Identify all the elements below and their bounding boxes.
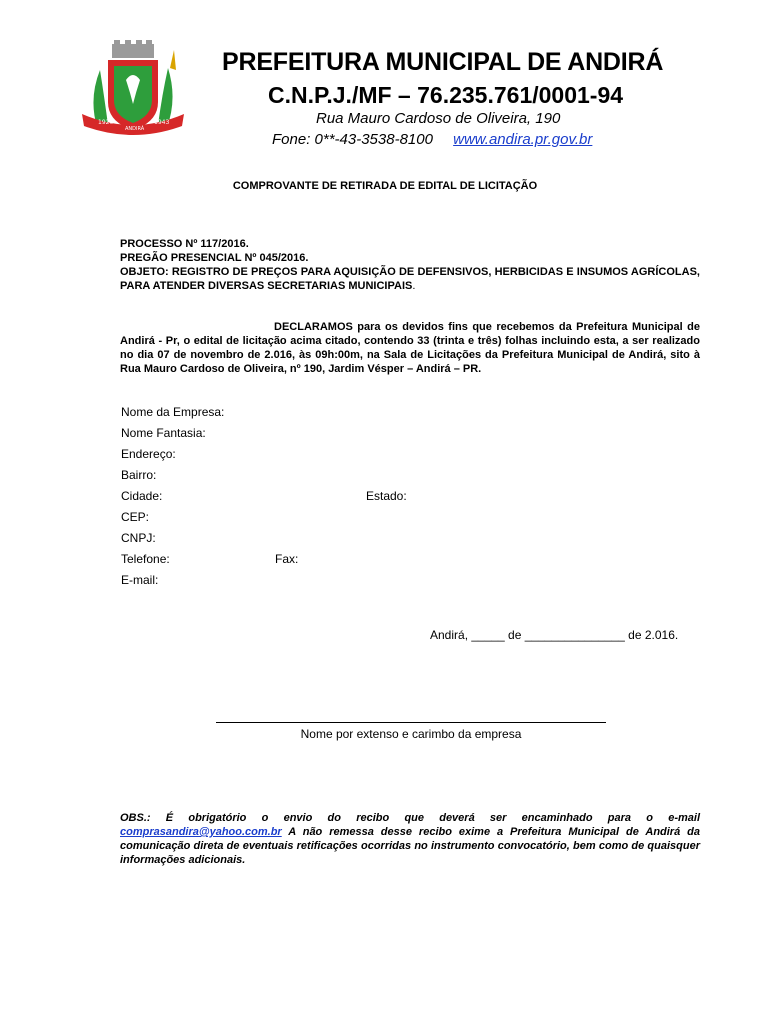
signature-line (216, 712, 606, 723)
website-link[interactable]: www.andira.pr.gov.br (453, 131, 593, 148)
date-line: Andirá, _____ de _______________ de 2.016. (430, 628, 679, 642)
field-cidade-label: Cidade: (121, 489, 163, 503)
field-email-label: E-mail: (121, 573, 159, 587)
process-block (120, 237, 700, 293)
field-cep-label: CEP: (121, 510, 150, 524)
declaration-text: DECLARAMOS para os devidos fins que recebemos da Prefeitura Municipal de Andirá - Pr, o edital de licitação acima citado, contendo 33 (trinta e três) folhas incluindo esta, a ser realizado no dia 07 de novembro de 2.016, às 09h:00m, na Sala de Licitações da Prefeitura Municipal de Andirá, sito à Rua Mauro Cardoso de Oliveira, nº 190, Jardim Vésper – Andirá – PR. (120, 321, 700, 375)
page-title: PREFEITURA MUNICIPAL DE ANDIRÁ (222, 48, 664, 76)
objeto-period: . (412, 280, 416, 292)
objeto-body: OBJETO: REGISTRO DE PREÇOS PARA AQUISIÇÃO DE DEFENSIVOS, HERBICIDAS E INSUMOS AGRÍCOLAS, PARA ATENDER DIVERSAS SECRETARIAS MUNICIPAIS (120, 266, 700, 292)
obs-paragraph (120, 811, 700, 867)
objeto-text (120, 265, 700, 293)
field-empresa-label: Nome da Empresa: (121, 405, 225, 419)
field-telefone-label: Telefone: (121, 552, 170, 566)
declaration-paragraph (120, 320, 700, 376)
field-fax-label: Fax: (275, 552, 299, 566)
field-endereco-label: Endereço: (121, 447, 176, 461)
address-line: Rua Mauro Cardoso de Oliveira, 190 (316, 110, 561, 127)
field-bairro-label: Bairro: (121, 468, 157, 482)
obs-prefix: OBS.: É obrigatório o envio do recibo que deverá ser encaminhado para o e-mail (120, 812, 700, 824)
crest-year-right: 1943 (154, 119, 170, 126)
process-number: PROCESSO Nº 117/2016. (120, 238, 249, 250)
obs-suffix: A não remessa desse recibo exime a Prefeitura Municipal de Andirá da comunicação direta de eventuais retificações ocorridas no instrumento convocatório, bem como de quaisquer informações adicionais. (120, 826, 700, 866)
field-cnpj-label: CNPJ: (121, 531, 156, 545)
cnpj-line: C.N.P.J./MF – 76.235.761/0001-94 (268, 82, 624, 108)
document-heading: COMPROVANTE DE RETIRADA DE EDITAL DE LICITAÇÃO (232, 180, 538, 192)
contact-line (272, 131, 592, 148)
crest-ribbon-text: ANDIRÁ (125, 126, 145, 132)
signature-caption: Nome por extenso e carimbo da empresa (300, 727, 522, 741)
crest-year-left: 1920 (98, 119, 114, 126)
obs-email-link[interactable]: comprasandira@yahoo.com.br (120, 826, 282, 838)
municipal-crest-logo (78, 40, 188, 140)
pregao-number: PREGÃO PRESENCIAL Nº 045/2016. (120, 252, 309, 264)
phone-text: Fone: 0**-43-3538-8100 (272, 131, 433, 148)
field-estado-label: Estado: (366, 489, 407, 503)
field-fantasia-label: Nome Fantasia: (121, 426, 206, 440)
